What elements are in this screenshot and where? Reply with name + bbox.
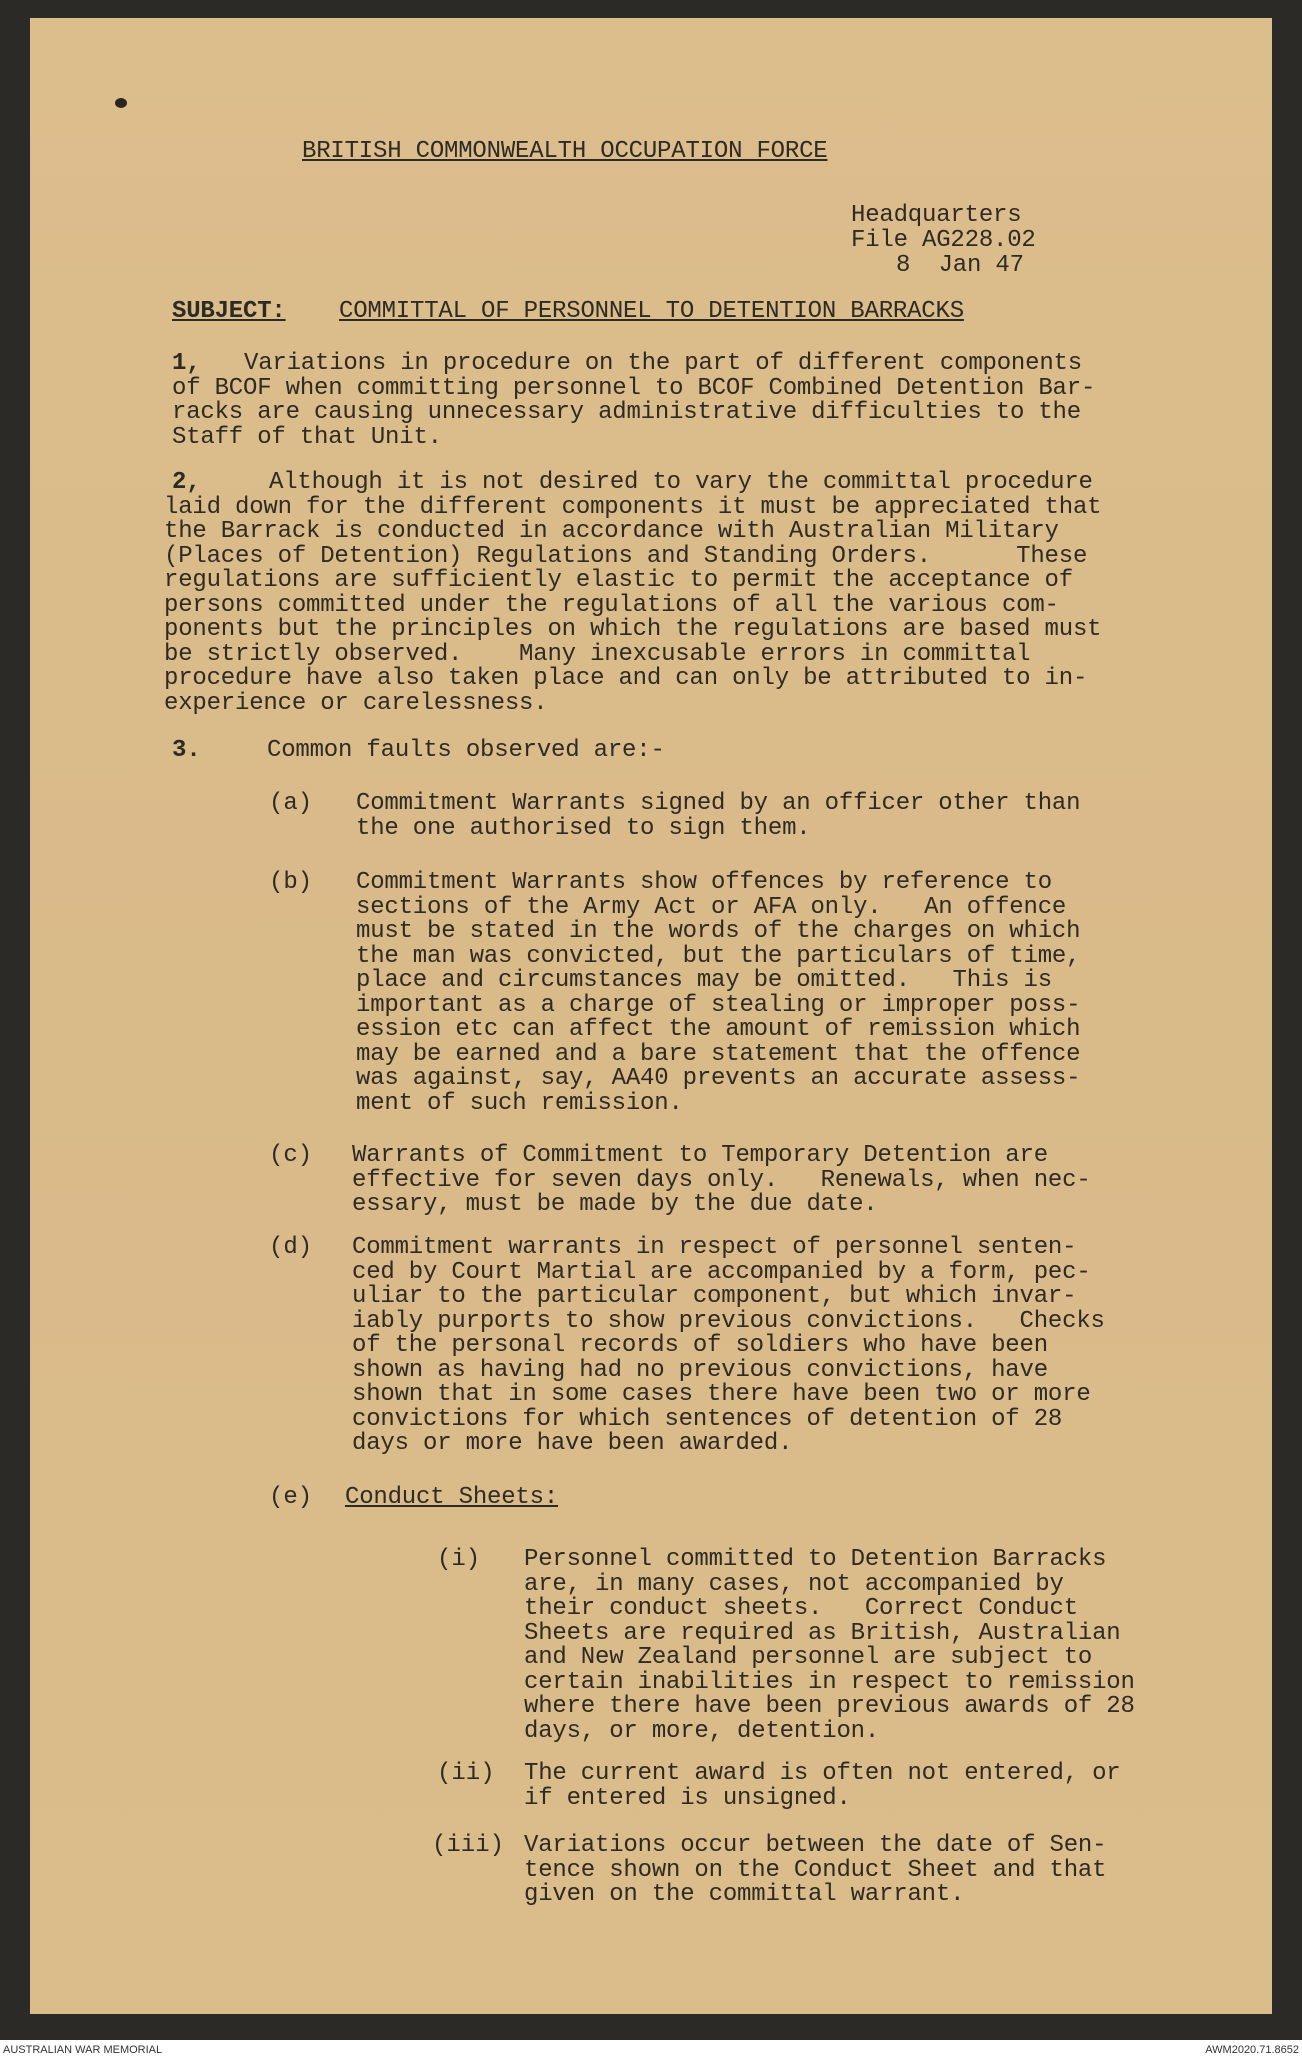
text-line: place and circumstances may be omitted. This is bbox=[356, 967, 1052, 994]
text-line: Sheets are required as British, Australian bbox=[524, 1619, 1121, 1647]
paragraph-number: 1, bbox=[172, 350, 201, 377]
text-line: given on the committal warrant. bbox=[524, 1881, 965, 1908]
text-line: Conduct Sheets: bbox=[345, 1484, 559, 1511]
text-line: the one authorised to sign them. bbox=[356, 814, 811, 842]
text-line: Variations in procedure on the part of different components bbox=[244, 350, 1082, 377]
text-line: ession etc can affect the amount of remission which bbox=[356, 1016, 1081, 1043]
subject-title: COMMITTAL OF PERSONNEL TO DETENTION BARRACKS bbox=[339, 298, 964, 325]
text-line: and New Zealand personnel are subject to bbox=[524, 1644, 1093, 1671]
text-line: shown that in some cases there have been two or more bbox=[352, 1381, 1091, 1408]
text-line: certain inabilities in respect to remission bbox=[524, 1668, 1135, 1696]
text-line: Commitment warrants in respect of personnel senten- bbox=[352, 1234, 1077, 1261]
text-line: Variations occur between the date of Sen- bbox=[524, 1832, 1107, 1859]
text-line: procedure have also taken place and can only be attributed to in- bbox=[164, 665, 1088, 692]
document-date: 8 Jan 47 bbox=[896, 252, 1024, 279]
text-line: must be stated in the words of the charges on which bbox=[356, 918, 1081, 945]
text-line: the Barrack is conducted in accordance with Australian Military bbox=[164, 518, 1059, 545]
text-line: if entered is unsigned. bbox=[524, 1784, 851, 1812]
text-line: be strictly observed. Many inexcusable errors in committal bbox=[164, 640, 1031, 668]
paragraph-number: 2, bbox=[172, 469, 201, 496]
paragraph-number: (iii) bbox=[432, 1832, 505, 1859]
location-line: Headquarters bbox=[851, 202, 1022, 229]
text-line: tence shown on the Conduct Sheet and that bbox=[524, 1856, 1107, 1884]
text-line: their conduct sheets. Correct Conduct bbox=[524, 1595, 1078, 1622]
text-line: effective for seven days only. Renewals, when nec- bbox=[352, 1166, 1091, 1194]
paragraph-number: (e) bbox=[269, 1484, 313, 1511]
paragraph-number: (b) bbox=[269, 869, 313, 896]
text-line: of BCOF when committing personnel to BCOF Combined Detention Bar- bbox=[172, 374, 1096, 402]
text-line: Warrants of Commitment to Temporary Detention are bbox=[352, 1142, 1048, 1169]
text-line: may be earned and a bare statement that the offence bbox=[356, 1040, 1081, 1068]
ink-blot bbox=[115, 98, 127, 108]
text-line: racks are causing unnecessary administrative difficulties to the bbox=[172, 399, 1081, 426]
text-line: The current award is often not entered, or bbox=[524, 1760, 1121, 1787]
text-line: was against, say, AA40 prevents an accurate assess- bbox=[356, 1065, 1081, 1092]
text-line: Commitment Warrants show offences by reference to bbox=[356, 869, 1052, 896]
text-line: ment of such remission. bbox=[356, 1089, 683, 1117]
text-line: regulations are sufficiently elastic to permit the acceptance of bbox=[164, 567, 1073, 594]
text-line: iably purports to show previous convictions. Checks bbox=[352, 1307, 1105, 1335]
text-line: uliar to the particular component, but which invar- bbox=[352, 1283, 1077, 1310]
text-line: Common faults observed are:- bbox=[267, 737, 665, 764]
file-reference: File AG228.02 bbox=[851, 227, 1036, 254]
text-line: shown as having had no previous convictions, have bbox=[352, 1356, 1048, 1384]
text-line: (Places of Detention) Regulations and Standing Orders. These bbox=[164, 542, 1088, 570]
text-line: days or more have been awarded. bbox=[352, 1430, 793, 1457]
accession-number: AWM2020.71.8652 bbox=[1205, 2044, 1299, 2056]
text-line: experience or carelessness. bbox=[164, 689, 548, 717]
text-line: days, or more, detention. bbox=[524, 1717, 880, 1745]
text-line: ced by Court Martial are accompanied by a form, pec- bbox=[352, 1258, 1091, 1286]
text-line: convictions for which sentences of detention of 28 bbox=[352, 1405, 1063, 1433]
organisation-heading: BRITISH COMMONWEALTH OCCUPATION FORCE bbox=[302, 138, 828, 165]
paragraph-number: (c) bbox=[269, 1142, 313, 1169]
text-line: Although it is not desired to vary the committal procedure bbox=[269, 469, 1093, 496]
subject-label: SUBJECT: bbox=[172, 298, 286, 325]
paragraph-number: (i) bbox=[437, 1546, 481, 1573]
text-line: sections of the Army Act or AFA only. An offence bbox=[356, 893, 1067, 921]
paragraph-number: (d) bbox=[269, 1234, 313, 1261]
text-line: Personnel committed to Detention Barracks bbox=[524, 1546, 1107, 1573]
text-line: Staff of that Unit. bbox=[172, 423, 442, 451]
text-line: ponents but the principles on which the regulations are based must bbox=[164, 616, 1102, 643]
paragraph-number: 3. bbox=[172, 737, 201, 764]
text-line: where there have been previous awards of 28 bbox=[524, 1693, 1135, 1720]
text-line: are, in many cases, not accompanied by bbox=[524, 1570, 1064, 1598]
text-line: of the personal records of soldiers who have been bbox=[352, 1332, 1048, 1359]
institution-label: AUSTRALIAN WAR MEMORIAL bbox=[3, 2044, 163, 2056]
text-line: important as a charge of stealing or improper poss- bbox=[356, 991, 1081, 1019]
text-line: laid down for the different components it must be appreciated that bbox=[164, 493, 1102, 521]
text-line: essary, must be made by the due date. bbox=[352, 1191, 878, 1218]
text-line: the man was convicted, but the particulars of time, bbox=[356, 942, 1081, 970]
paragraph-number: (a) bbox=[269, 790, 313, 817]
text-line: persons committed under the regulations of all the various com- bbox=[164, 591, 1059, 619]
paragraph-number: (ii) bbox=[437, 1760, 495, 1787]
text-line: Commitment Warrants signed by an officer other than bbox=[356, 790, 1081, 817]
archive-footer bbox=[0, 2040, 1302, 2061]
